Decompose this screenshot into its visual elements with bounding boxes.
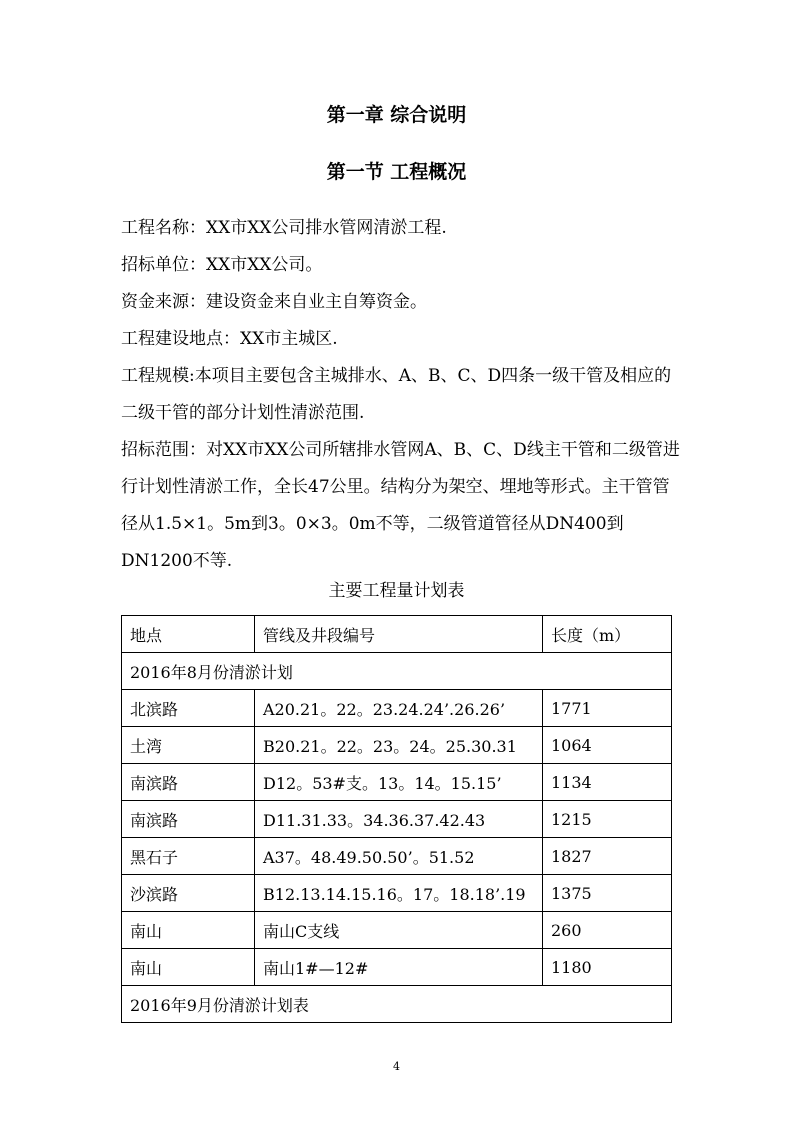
cell-pipeline: D12。53#支。13。14。15.15’	[255, 764, 543, 801]
tender-scope-paragraph: 招标范围：对XX市XX公司所辖排水管网A、B、C、D线主干管和二级管进行计划性清淤工作，全长47公里。结构分为架空、埋地等形式。主干管管径从1.5×1。5m到3。0×3。0m不等，二级管道管径从DN400到DN1200不等.	[121, 440, 680, 571]
cell-pipeline: 南山1#—12#	[255, 949, 543, 986]
section-row	[122, 653, 672, 690]
cell-length: 1064	[543, 727, 672, 764]
cell-location: 南滨路	[122, 801, 255, 838]
cell-location: 沙滨路	[122, 875, 255, 912]
table-caption: 主要工程量计划表	[328, 581, 465, 601]
cell-length: 1771	[543, 690, 672, 727]
cell-location: 北滨路	[122, 690, 255, 727]
project-location-paragraph: 工程建设地点：XX市主城区.	[121, 329, 338, 349]
cell-location: 黑石子	[122, 838, 255, 875]
table-row	[122, 875, 672, 912]
cell-length: 1134	[543, 764, 672, 801]
chapter-title: 第一章 综合说明	[326, 104, 467, 126]
cell-pipeline: B20.21。22。23。24。25.30.31	[255, 727, 543, 764]
cell-location: 南滨路	[122, 764, 255, 801]
work-plan-table	[121, 615, 672, 1023]
table-row	[122, 949, 672, 986]
cell-location: 南山	[122, 949, 255, 986]
header-pipeline: 管线及井段编号	[255, 616, 543, 653]
table-row	[122, 727, 672, 764]
section-september: 2016年9月份清淤计划表	[122, 986, 672, 1023]
table-row	[122, 912, 672, 949]
cell-length: 1215	[543, 801, 672, 838]
tender-unit-paragraph: 招标单位：XX市XX公司。	[121, 255, 323, 275]
project-name-paragraph: 工程名称：XX市XX公司排水管网清淤工程.	[121, 218, 447, 238]
cell-location: 土湾	[122, 727, 255, 764]
cell-length: 1827	[543, 838, 672, 875]
table-row	[122, 690, 672, 727]
table-row	[122, 801, 672, 838]
section-august: 2016年8月份清淤计划	[122, 653, 672, 690]
table-header-row	[122, 616, 672, 653]
header-location: 地点	[122, 616, 255, 653]
table-row	[122, 764, 672, 801]
cell-length: 1180	[543, 949, 672, 986]
section-row	[122, 986, 672, 1023]
cell-length: 260	[543, 912, 672, 949]
header-length: 长度（m）	[543, 616, 672, 653]
cell-pipeline: B12.13.14.15.16。17。18.18’.19	[255, 875, 543, 912]
cell-pipeline: A37。48.49.50.50’。51.52	[255, 838, 543, 875]
cell-length: 1375	[543, 875, 672, 912]
cell-location: 南山	[122, 912, 255, 949]
cell-pipeline: D11.31.33。34.36.37.42.43	[255, 801, 543, 838]
cell-pipeline: 南山C支线	[255, 912, 543, 949]
section-title: 第一节 工程概况	[326, 161, 467, 183]
page-number: 4	[393, 1060, 400, 1073]
project-scale-paragraph: 工程规模:本项目主要包含主城排水、A、B、C、D四条一级干管及相应的二级干管的部分计划性清淤范围.	[121, 366, 672, 423]
cell-pipeline: A20.21。22。23.24.24’.26.26’	[255, 690, 543, 727]
table-row	[122, 838, 672, 875]
funding-source-paragraph: 资金来源：建设资金来自业主自筹资金。	[121, 292, 427, 312]
